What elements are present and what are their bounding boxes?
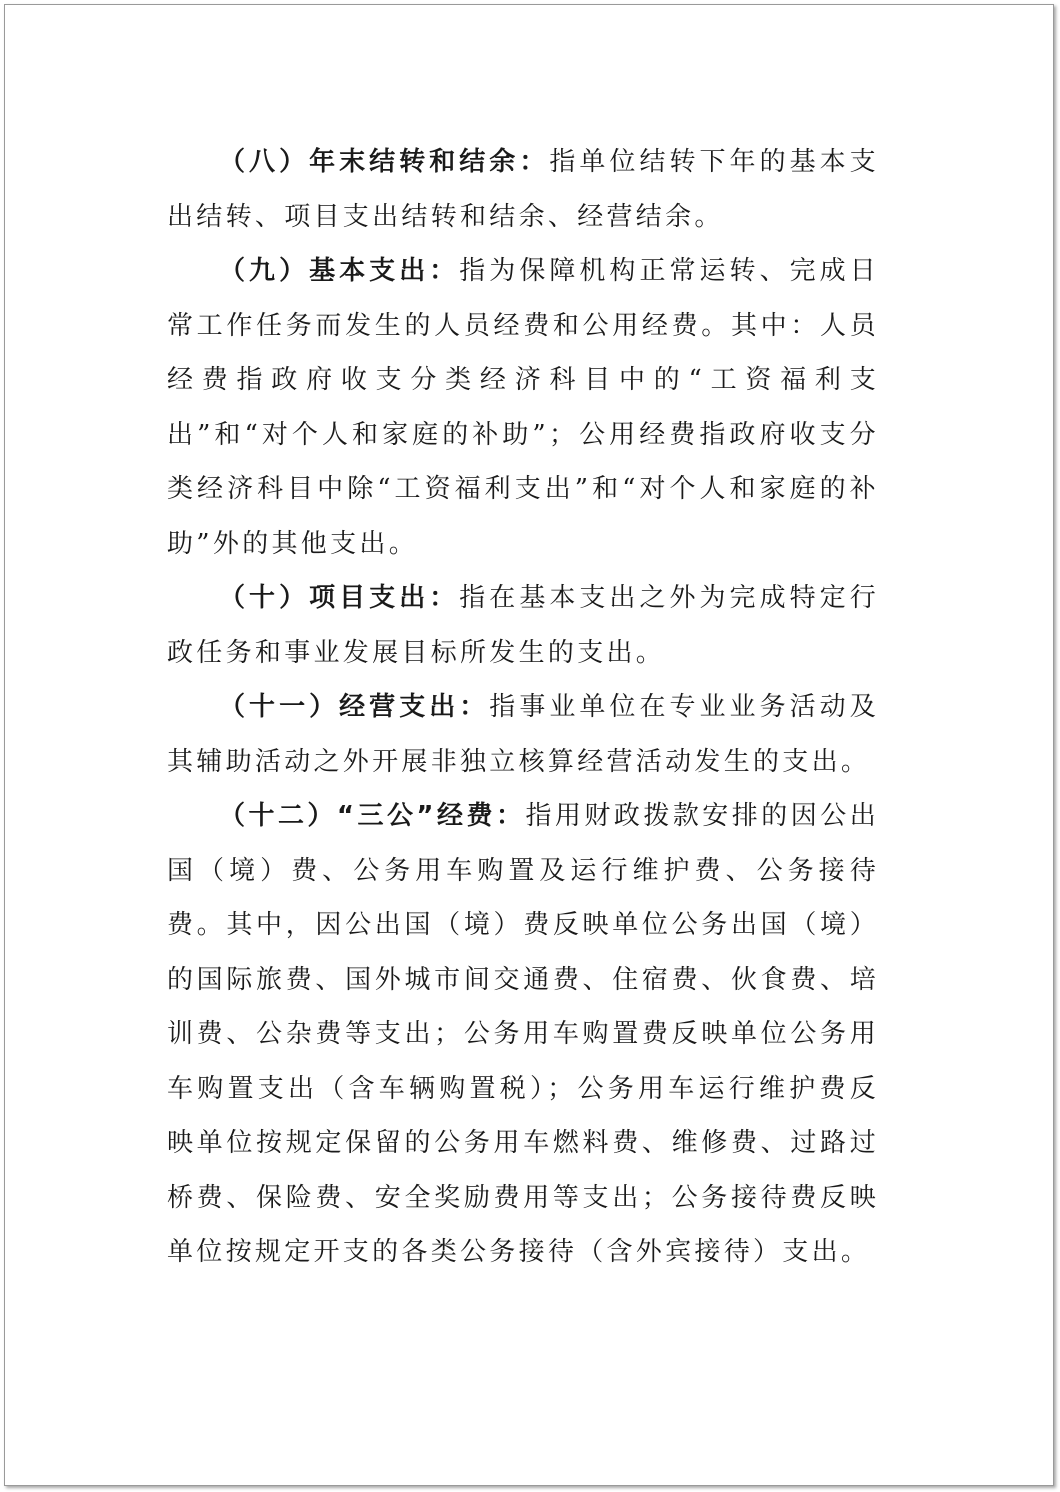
document-body (167, 135, 879, 1280)
document-page (4, 4, 1054, 1486)
paragraph-heading: （十一）经营支出： (219, 692, 490, 722)
paragraph-heading: （九）基本支出： (219, 256, 460, 286)
paragraph-text: 指在基本支出之外为完成特定行政任务和事业发展目标所发生的支出。 (167, 583, 879, 668)
paragraph-project-expenditure (167, 571, 879, 680)
paragraph-text: 指事业单位在专业业务活动及其辅助活动之外开展非独立核算经营活动发生的支出。 (167, 692, 879, 777)
paragraph-basic-expenditure (167, 244, 879, 571)
paragraph-year-end-balance (167, 135, 879, 244)
paragraph-heading: （八）年末结转和结余： (219, 147, 550, 177)
paragraph-heading: （十二）“三公”经费： (219, 801, 526, 831)
paragraph-three-public-expenses (167, 789, 879, 1280)
paragraph-heading: （十）项目支出： (219, 583, 460, 613)
paragraph-text: 指用财政拨款安排的因公出国（境）费、公务用车购置及运行维护费、公务接待费。其中，因公出国（境）费反映单位公务出国（境）的国际旅费、国外城市间交通费、住宿费、伙食费、培训费、公杂费等支出；公务用车购置费反映单位公务用车购置支出（含车辆购置税）；公务用车运行维护费反映单位按规定保留的公务用车燃料费、维修费、过路过桥费、保险费、安全奖励费用等支出；公务接待费反映单位按规定开支的各类公务接待（含外宾接待）支出。 (167, 801, 879, 1267)
paragraph-operating-expenditure (167, 680, 879, 789)
paragraph-text: 指单位结转下年的基本支出结转、项目支出结转和结余、经营结余。 (167, 147, 879, 232)
paragraph-text: 指为保障机构正常运转、完成日常工作任务而发生的人员经费和公用经费。其中：人员经费指政府收支分类经济科目中的“工资福利支出”和“对个人和家庭的补助”；公用经费指政府收支分类经济科目中除“工资福利支出”和“对个人和家庭的补助”外的其他支出。 (167, 256, 879, 559)
